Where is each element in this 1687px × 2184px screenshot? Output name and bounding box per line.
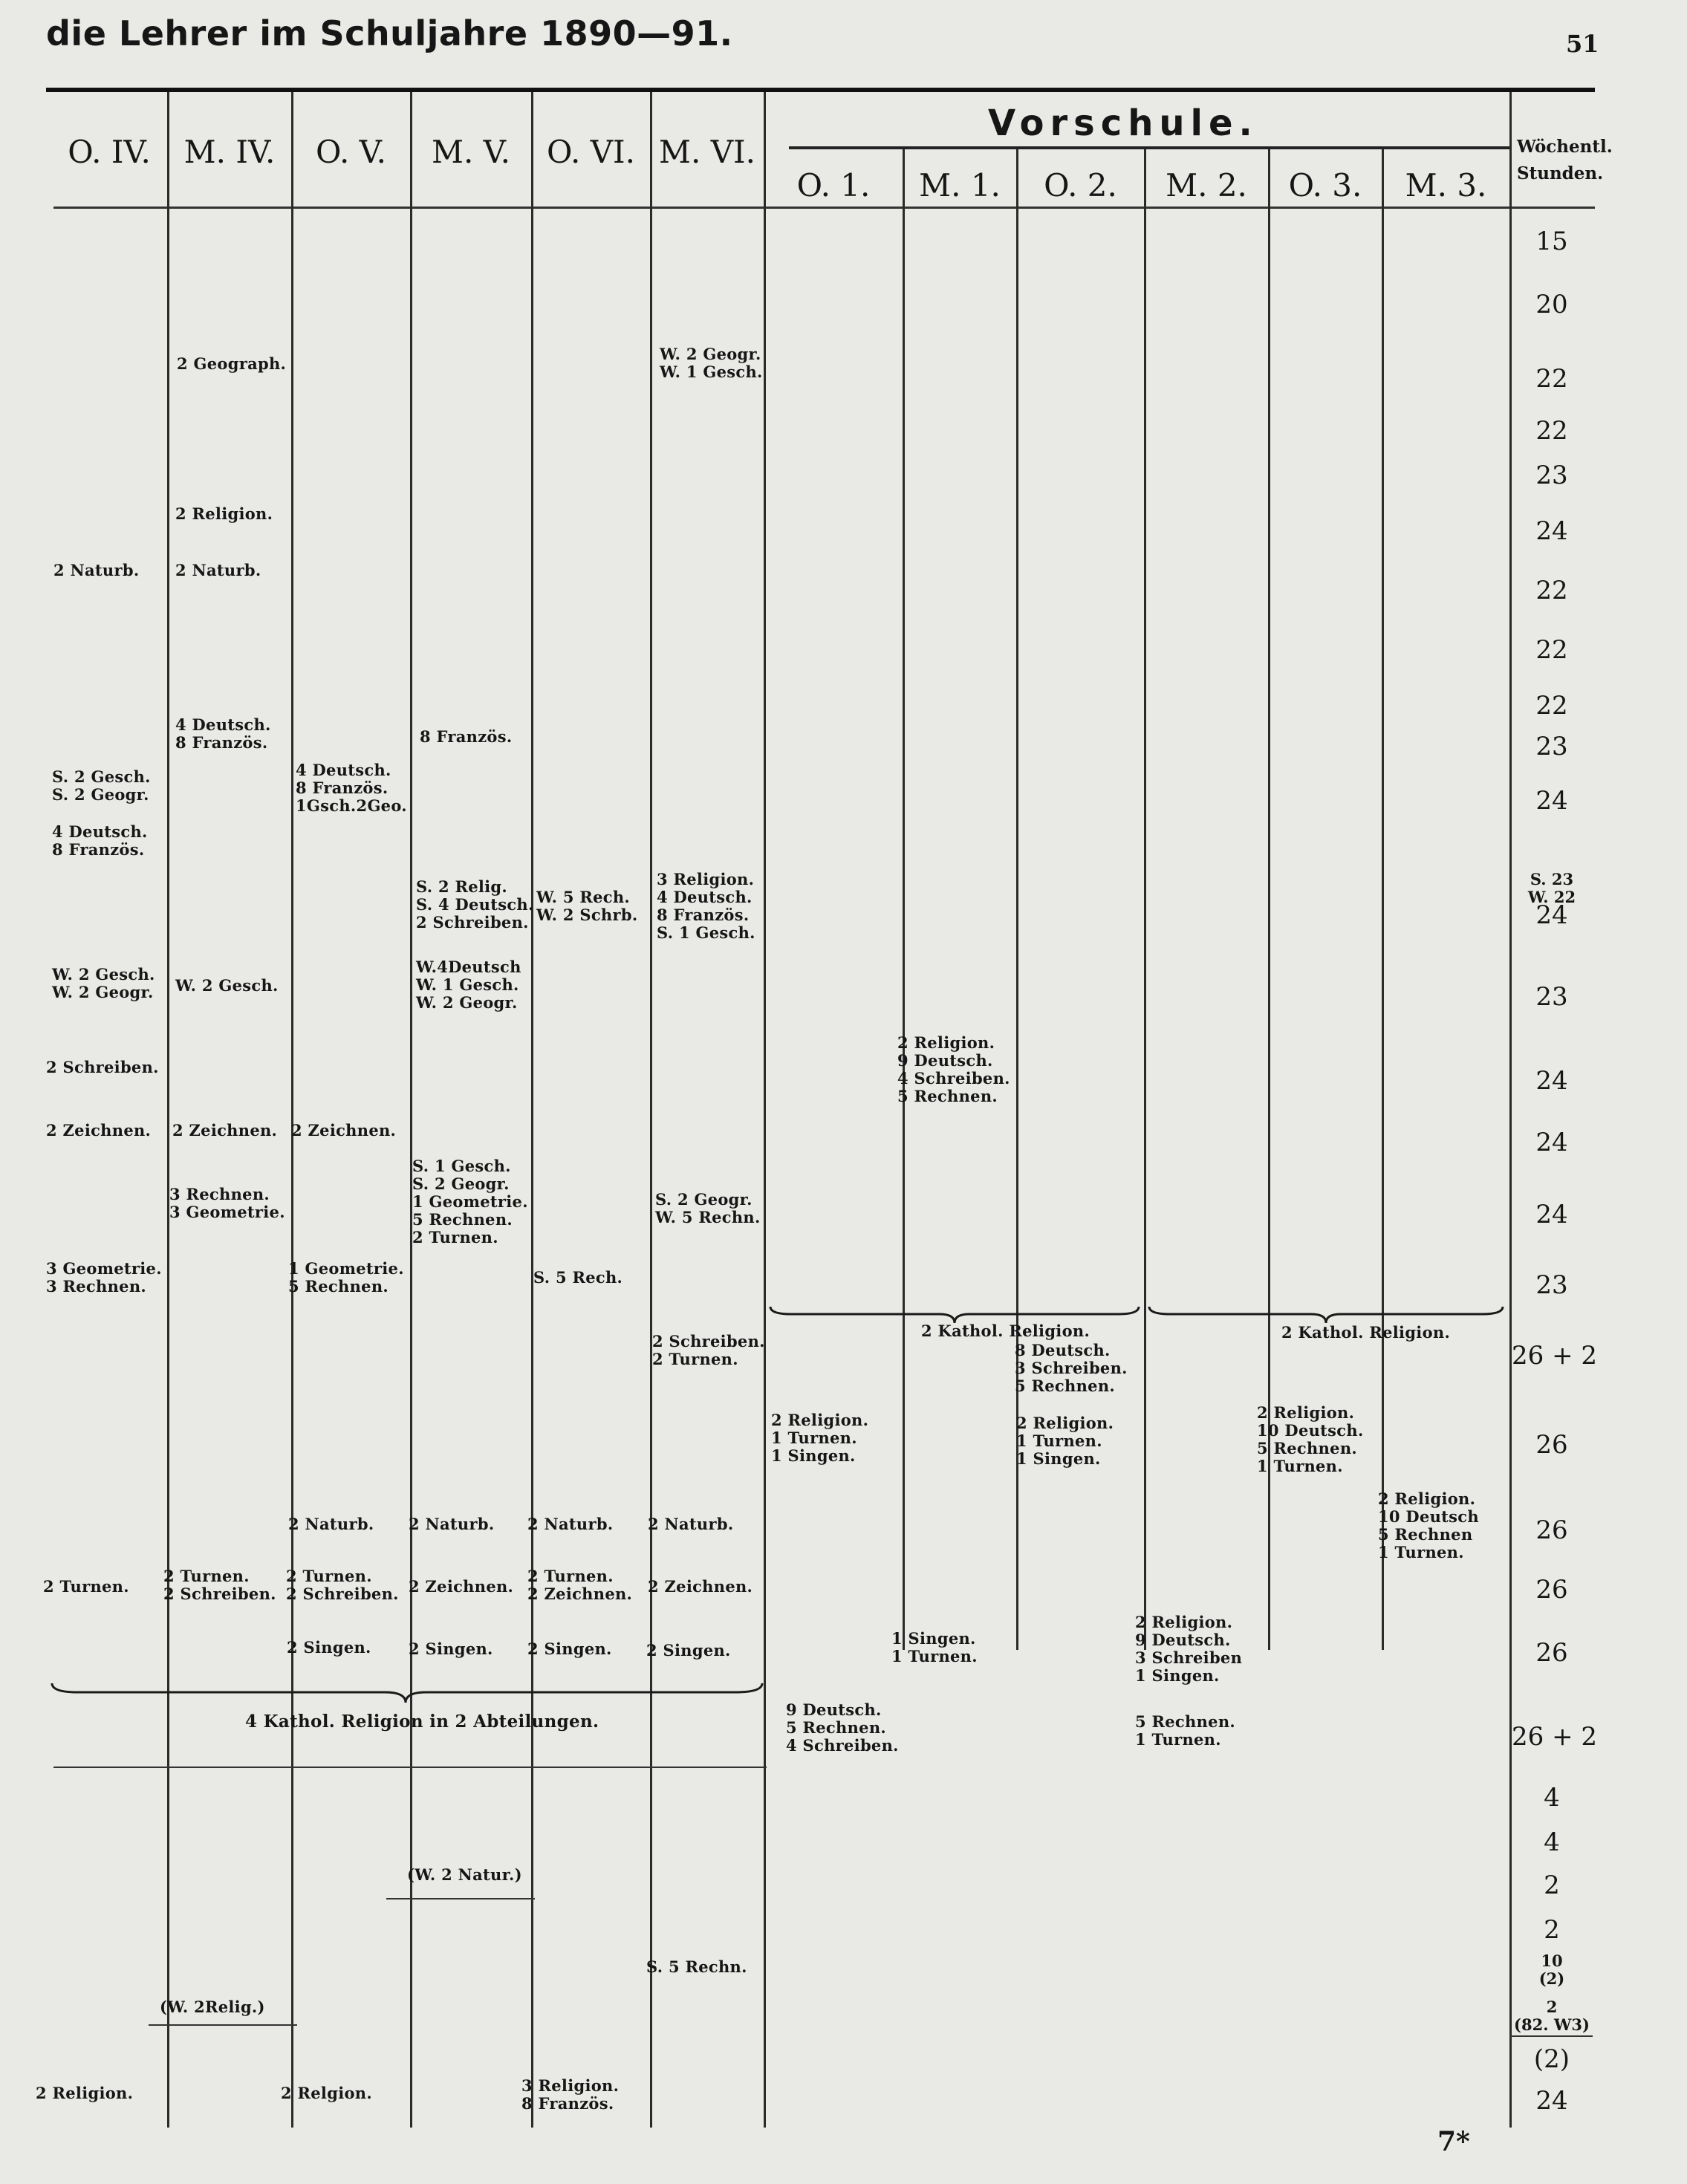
lower-frame-line xyxy=(1509,2035,1593,2037)
hours-value: 22 xyxy=(1535,576,1568,605)
lower-frame-line xyxy=(149,2024,297,2026)
column-divider xyxy=(1382,149,1384,1650)
hours-value: 2 xyxy=(1544,1915,1560,1945)
brace xyxy=(51,1680,764,1706)
hours-value: 23 xyxy=(1535,732,1568,761)
hours-value: 23 xyxy=(1535,982,1568,1012)
column-divider xyxy=(531,92,533,2128)
hours-value: 22 xyxy=(1535,416,1568,446)
column-header: M. 2. xyxy=(1166,167,1247,204)
hours-divider xyxy=(1509,92,1512,2128)
schedule-cell: 2 Naturb. xyxy=(409,1515,495,1533)
hours-value: 4 xyxy=(1544,1827,1560,1857)
schedule-cell: 2 Religion. xyxy=(36,2084,134,2102)
schedule-cell: S. 2 Gesch. S. 2 Geogr. xyxy=(52,767,151,804)
hours-value: (2) xyxy=(1533,2044,1570,2074)
schedule-cell: 3 Geometrie. 3 Rechnen. xyxy=(46,1259,162,1296)
schedule-cell: 2 Kathol. Religion. xyxy=(1281,1323,1451,1342)
schedule-cell: S. 5 Rech. xyxy=(533,1268,623,1287)
schedule-cell: (W. 2Relig.) xyxy=(160,1998,265,2016)
schedule-cell: 2 Zeichnen. xyxy=(291,1121,397,1140)
hours-value: 22 xyxy=(1535,364,1568,394)
schedule-cell: 2 Zeichnen. xyxy=(648,1577,753,1596)
schedule-cell: 2 Naturb. xyxy=(288,1515,374,1533)
schedule-cell: 2 Religion. 1 Turnen. 1 Singen. xyxy=(771,1411,869,1465)
schedule-cell: 2 Religion. 9 Deutsch. 4 Schreiben. 5 Rechnen. xyxy=(897,1033,1010,1105)
schedule-cell: 8 Französ. xyxy=(420,727,513,746)
column-header: O. V. xyxy=(315,134,386,170)
column-header: O. 2. xyxy=(1044,167,1117,204)
column-divider xyxy=(291,92,293,2128)
schedule-cell: 2 Zeichnen. xyxy=(409,1577,514,1596)
vorschule-header: Vorschule. xyxy=(988,103,1258,144)
schedule-cell: 2 Religion. 10 Deutsch 5 Rechnen 1 Turnen. xyxy=(1378,1489,1479,1561)
schedule-cell: 5 Rechnen. 1 Turnen. xyxy=(1135,1712,1235,1749)
column-divider xyxy=(410,92,412,2128)
hours-value: 22 xyxy=(1535,691,1568,721)
column-header: M. VI. xyxy=(659,134,755,170)
schedule-cell: W. 2 Gesch. xyxy=(175,976,279,995)
schedule-cell: 2 Singen. xyxy=(409,1639,493,1658)
schedule-cell: 8 Deutsch. 3 Schreiben. 5 Rechnen. xyxy=(1015,1341,1128,1395)
column-header: M. 3. xyxy=(1405,167,1487,204)
column-divider xyxy=(903,149,905,1650)
schedule-cell: 2 Kathol. Religion. xyxy=(921,1322,1090,1340)
schedule-cell: 2 Relgion. xyxy=(281,2084,372,2102)
schedule-cell: 1 Geometrie. 5 Rechnen. xyxy=(288,1259,404,1296)
schedule-cell: W. 5 Rech. W. 2 Schrb. xyxy=(536,888,638,924)
column-header: O. IV. xyxy=(68,134,151,170)
hours-value: 10 (2) xyxy=(1538,1951,1565,1988)
schedule-cell: 2 Religion. 1 Turnen. 1 Singen. xyxy=(1016,1414,1114,1468)
column-divider xyxy=(1144,149,1146,1650)
hours-header-line: Wöchentl. xyxy=(1517,137,1613,157)
hours-value: 24 xyxy=(1535,1066,1568,1096)
schedule-cell: 3 Religion. 8 Französ. xyxy=(521,2076,620,2113)
hours-value: 26 xyxy=(1535,1638,1568,1668)
schedule-cell: 2 Religion. 10 Deutsch. 5 Rechnen. 1 Turnen. xyxy=(1257,1403,1364,1475)
hours-value: 20 xyxy=(1535,290,1568,319)
schedule-cell: 2 Singen. xyxy=(527,1639,612,1658)
hours-value: 22 xyxy=(1535,635,1568,665)
schedule-cell: 2 Naturb. xyxy=(175,561,261,579)
schedule-cell: 2 Zeichnen. xyxy=(46,1121,152,1140)
hours-value: 23 xyxy=(1535,1270,1568,1300)
schedule-cell: S. 5 Rechn. xyxy=(646,1957,747,1976)
hours-value: S. 23 W. 22 xyxy=(1527,870,1576,906)
schedule-cell: 4 Kathol. Religion in 2 Abteilungen. xyxy=(245,1712,599,1732)
schedule-cell: W. 2 Geogr. W. 1 Gesch. xyxy=(660,345,763,381)
column-header: M. IV. xyxy=(183,134,276,170)
column-header: O. VI. xyxy=(547,134,635,170)
lower-frame-line xyxy=(386,1898,535,1899)
hours-value: 26 xyxy=(1535,1515,1568,1545)
schedule-cell: 2 Singen. xyxy=(646,1641,731,1660)
page-number: 51 xyxy=(1566,30,1599,58)
schedule-cell: 2 Religion. 9 Deutsch. 3 Schreiben 1 Singen. xyxy=(1135,1613,1243,1685)
schedule-cell: 2 Turnen. 2 Zeichnen. xyxy=(527,1567,633,1603)
page-header-title: die Lehrer im Schuljahre 1890—91. xyxy=(46,13,733,53)
hours-value: 15 xyxy=(1535,227,1568,256)
column-divider xyxy=(650,92,652,2128)
hours-value: 24 xyxy=(1535,2086,1568,2116)
column-header: M. 1. xyxy=(919,167,1001,204)
schedule-cell: S. 2 Relig. S. 4 Deutsch. 2 Schreiben. xyxy=(416,877,534,932)
schedule-cell: 4 Deutsch. 8 Französ. xyxy=(175,715,271,752)
schedule-cell: S. 2 Geogr. W. 5 Rechn. xyxy=(655,1190,761,1226)
schedule-cell: 2 Turnen. xyxy=(43,1577,129,1596)
hours-header-line: Stunden. xyxy=(1517,163,1604,183)
column-divider xyxy=(764,92,766,2128)
schedule-cell: W. 2 Gesch. W. 2 Geogr. xyxy=(52,965,155,1001)
hours-value: 26 xyxy=(1535,1430,1568,1460)
schedule-cell: 2 Schreiben. xyxy=(46,1058,159,1076)
schedule-cell: 2 Singen. xyxy=(287,1638,371,1657)
schedule-cell: (W. 2 Natur.) xyxy=(407,1865,522,1884)
hours-value: 24 xyxy=(1535,786,1568,816)
hours-value: 4 xyxy=(1544,1783,1560,1813)
schedule-cell: 2 Religion. xyxy=(175,504,273,523)
schedule-cell: 3 Religion. 4 Deutsch. 8 Französ. S. 1 Gesch. xyxy=(657,870,755,942)
column-header: M. V. xyxy=(431,134,511,170)
lower-frame-line xyxy=(53,1767,767,1768)
header-rule xyxy=(53,207,1595,209)
vorschule-rule xyxy=(789,146,1509,149)
page-footer-mark: 7* xyxy=(1437,2126,1470,2157)
hours-value: 26 xyxy=(1535,1575,1568,1605)
column-divider xyxy=(167,92,169,2128)
hours-value: 24 xyxy=(1535,516,1568,546)
schedule-cell: 9 Deutsch. 5 Rechnen. 4 Schreiben. xyxy=(786,1700,899,1755)
schedule-cell: S. 1 Gesch. S. 2 Geogr. 1 Geometrie. 5 Rechnen. 2 Turnen. xyxy=(412,1157,528,1247)
schedule-cell: 1 Singen. 1 Turnen. xyxy=(891,1629,978,1665)
hours-header xyxy=(1517,134,1613,187)
schedule-cell: 2 Turnen. 2 Schreiben. xyxy=(286,1567,399,1603)
column-header: O. 3. xyxy=(1288,167,1362,204)
schedule-cell: 4 Deutsch. 8 Französ. xyxy=(52,822,148,859)
schedule-cell: 2 Naturb. xyxy=(527,1515,614,1533)
schedule-cell: 4 Deutsch. 8 Französ. 1Gsch.2Geo. xyxy=(296,761,407,815)
hours-value: 2 xyxy=(1544,1871,1560,1900)
hours-value: 2 (82. W3) xyxy=(1514,1998,1590,2034)
hours-value: 24 xyxy=(1535,900,1568,930)
schedule-cell: W.4Deutsch W. 1 Gesch. W. 2 Geogr. xyxy=(416,958,521,1012)
schedule-cell: 2 Geograph. xyxy=(177,354,287,373)
hours-value: 23 xyxy=(1535,461,1568,490)
schedule-cell: 2 Turnen. 2 Schreiben. xyxy=(163,1567,276,1603)
schedule-cell: 2 Zeichnen. xyxy=(172,1121,278,1140)
column-header: O. 1. xyxy=(796,167,871,204)
hours-value: 26 + 2 xyxy=(1512,1341,1597,1371)
schedule-cell: 2 Schreiben. 2 Turnen. xyxy=(652,1332,765,1368)
schedule-cell: 3 Rechnen. 3 Geometrie. xyxy=(169,1185,285,1221)
hours-value: 24 xyxy=(1535,1200,1568,1229)
hours-value: 26 + 2 xyxy=(1512,1722,1597,1752)
hours-value: 24 xyxy=(1535,1128,1568,1157)
schedule-cell: 2 Naturb. xyxy=(53,561,140,579)
top-rule xyxy=(46,88,1595,92)
schedule-cell: 2 Naturb. xyxy=(648,1515,734,1533)
